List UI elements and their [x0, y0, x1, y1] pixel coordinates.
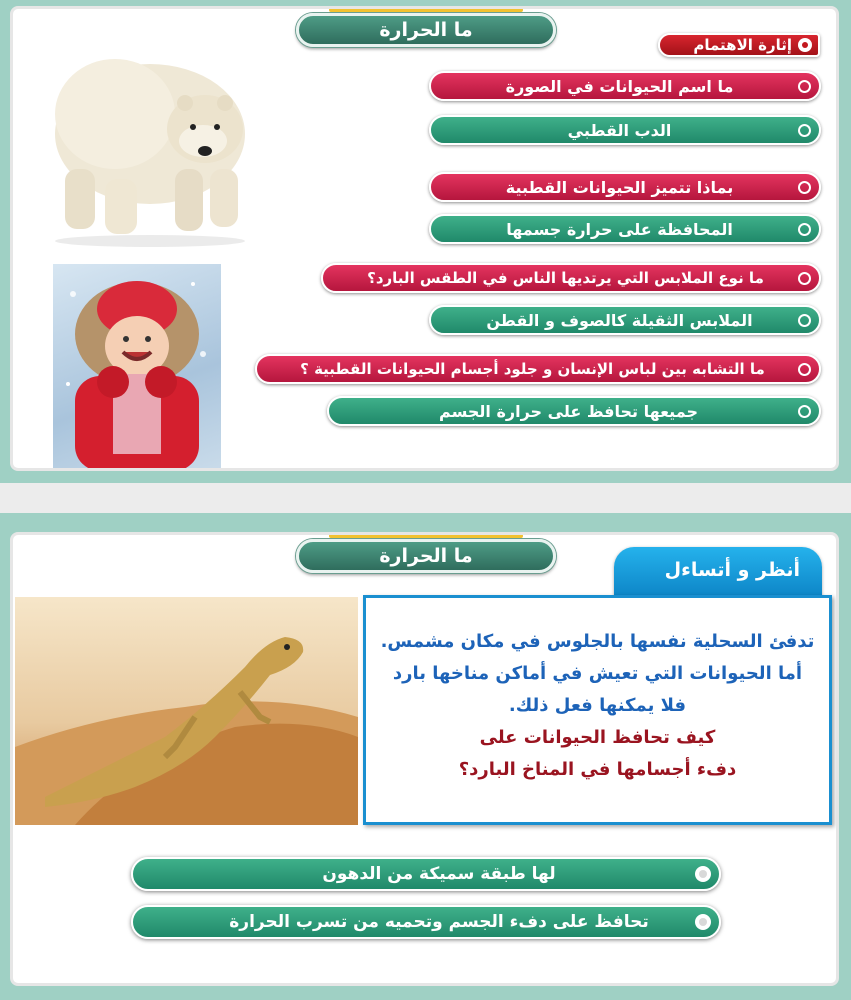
answer-text: لها طبقة سميكة من الدهون: [322, 864, 556, 884]
answer-pill[interactable]: [429, 115, 821, 145]
circle-bullet-icon: [798, 363, 811, 376]
question-text: ما نوع الملابس التي يرتديها الناس في الطقس البارد؟: [367, 269, 764, 287]
radio-dot-icon: [798, 38, 812, 52]
question-line: دفء أجسامها في المناخ البارد؟: [458, 759, 737, 780]
question-pill[interactable]: [321, 263, 821, 293]
slide-1-title: ما الحرارة: [296, 13, 556, 47]
circle-bullet-icon: [798, 124, 811, 137]
question-pill[interactable]: [429, 172, 821, 202]
child-in-snow-photo: [53, 264, 221, 469]
lizard-on-rock-photo: [15, 597, 358, 825]
look-and-wonder-tab: [614, 547, 822, 597]
question-pill[interactable]: [429, 71, 821, 101]
info-box: [363, 595, 832, 825]
attention-tag: [658, 33, 820, 57]
question-text: بماذا تتميز الحيوانات القطبية: [505, 177, 734, 197]
answer-pill[interactable]: [327, 396, 821, 426]
circle-bullet-icon: [798, 405, 811, 418]
radio-dot-icon: [695, 914, 711, 930]
info-line: تدفئ السحلية نفسها بالجلوس في مكان مشمس.: [380, 631, 815, 652]
question-pill[interactable]: [255, 354, 821, 384]
answer-text: الدب القطبي: [567, 120, 672, 140]
question-text: ما التشابه بين لباس الإنسان و جلود أجسام الحيوانات القطبية ؟: [300, 360, 765, 378]
slide-2: [10, 532, 839, 986]
slide-2-title: ما الحرارة: [296, 539, 556, 573]
slide-1: [10, 6, 839, 471]
circle-bullet-icon: [798, 181, 811, 194]
circle-bullet-icon: [798, 314, 811, 327]
question-text: ما اسم الحيوانات في الصورة: [505, 76, 734, 96]
info-line: فلا يمكنها فعل ذلك.: [508, 695, 687, 716]
answer-pill[interactable]: [429, 305, 821, 335]
circle-bullet-icon: [798, 272, 811, 285]
attention-tag-label: إثارة الاهتمام: [693, 36, 792, 54]
answer-pill-fat-layer[interactable]: [131, 857, 721, 891]
circle-bullet-icon: [798, 80, 811, 93]
answer-text: جميعها تحافظ على حرارة الجسم: [439, 401, 698, 421]
answer-text: المحافظة على حرارة جسمها: [506, 219, 733, 239]
answer-text: تحافظ على دفء الجسم وتحميه من تسرب الحرارة: [229, 912, 649, 932]
answer-pill-keep-warm[interactable]: [131, 905, 721, 939]
circle-bullet-icon: [798, 223, 811, 236]
polar-bear-photo: [45, 19, 255, 249]
slide-separator: [0, 483, 851, 513]
answer-pill[interactable]: [429, 214, 821, 244]
answer-text: الملابس الثقيلة كالصوف و القطن: [486, 310, 753, 330]
question-line: كيف تحافظ الحيوانات على: [479, 727, 716, 748]
radio-dot-icon: [695, 866, 711, 882]
info-line: أما الحيوانات التي تعيش في أماكن مناخها بارد: [392, 663, 803, 684]
look-and-wonder-label: أنظر و أتساءل: [664, 559, 800, 581]
